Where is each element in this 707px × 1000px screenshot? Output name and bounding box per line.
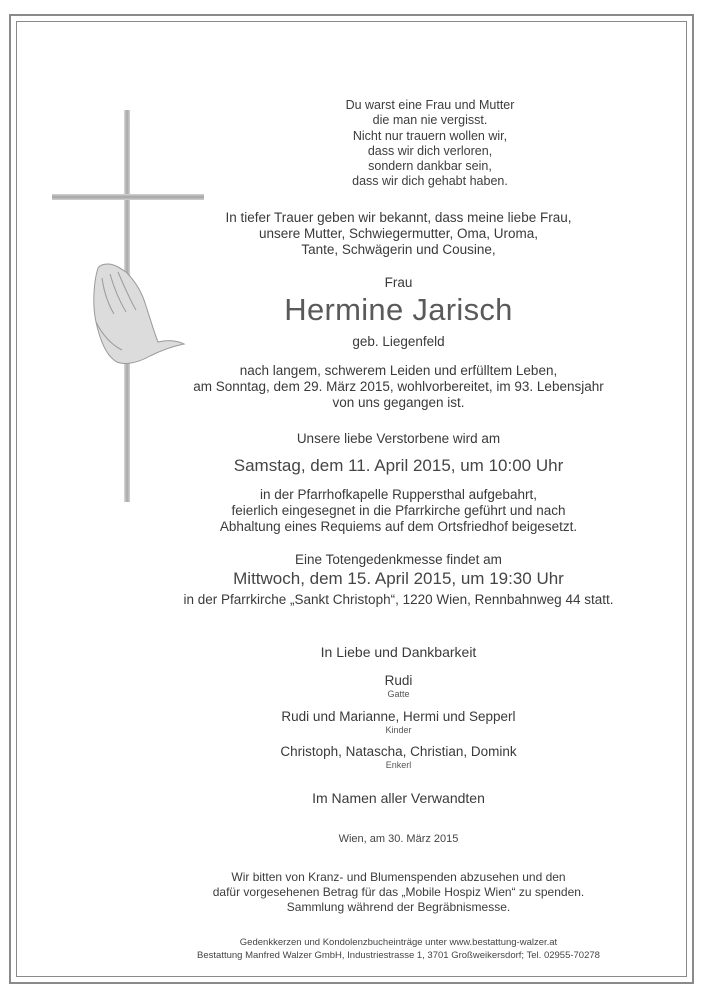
donation-note (45, 870, 707, 915)
mourner-role: Kinder (385, 725, 412, 735)
footer (45, 937, 707, 962)
death-text (45, 363, 707, 411)
poem-line: Du warst eine Frau und Mutter (345, 98, 515, 112)
funeral-date: Samstag, dem 11. April 2015, um 10:00 Uhr (233, 456, 564, 475)
poem-line: dass wir dich gehabt haben. (352, 174, 508, 189)
salutation: Frau (384, 275, 413, 290)
donation-line: dafür vorgesehenen Betrag für das „Mobile Hospiz Wien“ zu spenden. (212, 885, 585, 899)
mourner-names: Christoph, Natascha, Christian, Domink (280, 744, 517, 759)
footer-line: Gedenkkerzen und Kondolenzbucheinträge unter www.bestattung-walzer.at (239, 937, 558, 948)
intro-text (45, 210, 707, 258)
mass-intro: Eine Totengedenkmesse findet am (295, 552, 502, 567)
footer-line: Bestattung Manfred Walzer GmbH, Industriestrasse 1, 3701 Großweikersdorf; Tel. 02955-70278 (197, 949, 600, 961)
funeral-line: in der Pfarrhofkapelle Ruppersthal aufgebahrt, (260, 487, 537, 502)
funeral-details (45, 487, 707, 535)
birth-name: geb. Liegenfeld (352, 334, 445, 349)
poem-line: sondern dankbar sein, (368, 159, 492, 174)
death-line: nach langem, schwerem Leiden und erfülltem Leben, (239, 363, 558, 378)
mass-place: in der Pfarrkirche „Sankt Christoph“, 1220 Wien, Rennbahnweg 44 statt. (183, 592, 614, 607)
poem-line: die man nie vergisst. (372, 113, 488, 128)
intro-line: unsere Mutter, Schwiegermutter, Oma, Uroma, (258, 226, 539, 241)
deceased-name: Hermine Jarisch (284, 292, 513, 327)
funeral-intro: Unsere liebe Verstorbene wird am (296, 431, 501, 446)
donation-line: Wir bitten von Kranz- und Blumenspenden abzusehen und den (231, 870, 566, 884)
relatives: Im Namen aller Verwandten (312, 790, 485, 806)
mourner-names: Rudi und Marianne, Hermi und Sepperl (281, 709, 516, 724)
funeral-line: feierlich eingesegnet in die Pfarrkirche geführt und nach (231, 503, 566, 518)
death-line: von uns gegangen ist. (332, 395, 465, 410)
death-line: am Sonntag, dem 29. März 2015, wohlvorbereitet, im 93. Lebensjahr (193, 379, 604, 394)
mourner-names: Rudi (384, 673, 413, 688)
place-date: Wien, am 30. März 2015 (338, 833, 459, 845)
donation-line: Sammlung während der Begräbnismesse. (286, 900, 511, 914)
mourner-role: Gatte (387, 689, 410, 699)
intro-line: In tiefer Trauer geben wir bekannt, dass meine liebe Frau, (225, 210, 572, 225)
funeral-line: Abhaltung eines Requiems auf dem Ortsfriedhof beigesetzt. (219, 519, 578, 534)
gratitude: In Liebe und Dankbarkeit (320, 644, 477, 660)
poem-line: Nicht nur trauern wollen wir, (352, 128, 508, 143)
intro-line: Tante, Schwägerin und Cousine, (301, 242, 496, 257)
poem (320, 98, 540, 190)
poem-line: dass wir dich verloren, (367, 143, 493, 158)
mourner-role: Enkerl (385, 760, 412, 770)
mass-date: Mittwoch, dem 15. April 2015, um 19:30 Uhr (233, 569, 564, 588)
